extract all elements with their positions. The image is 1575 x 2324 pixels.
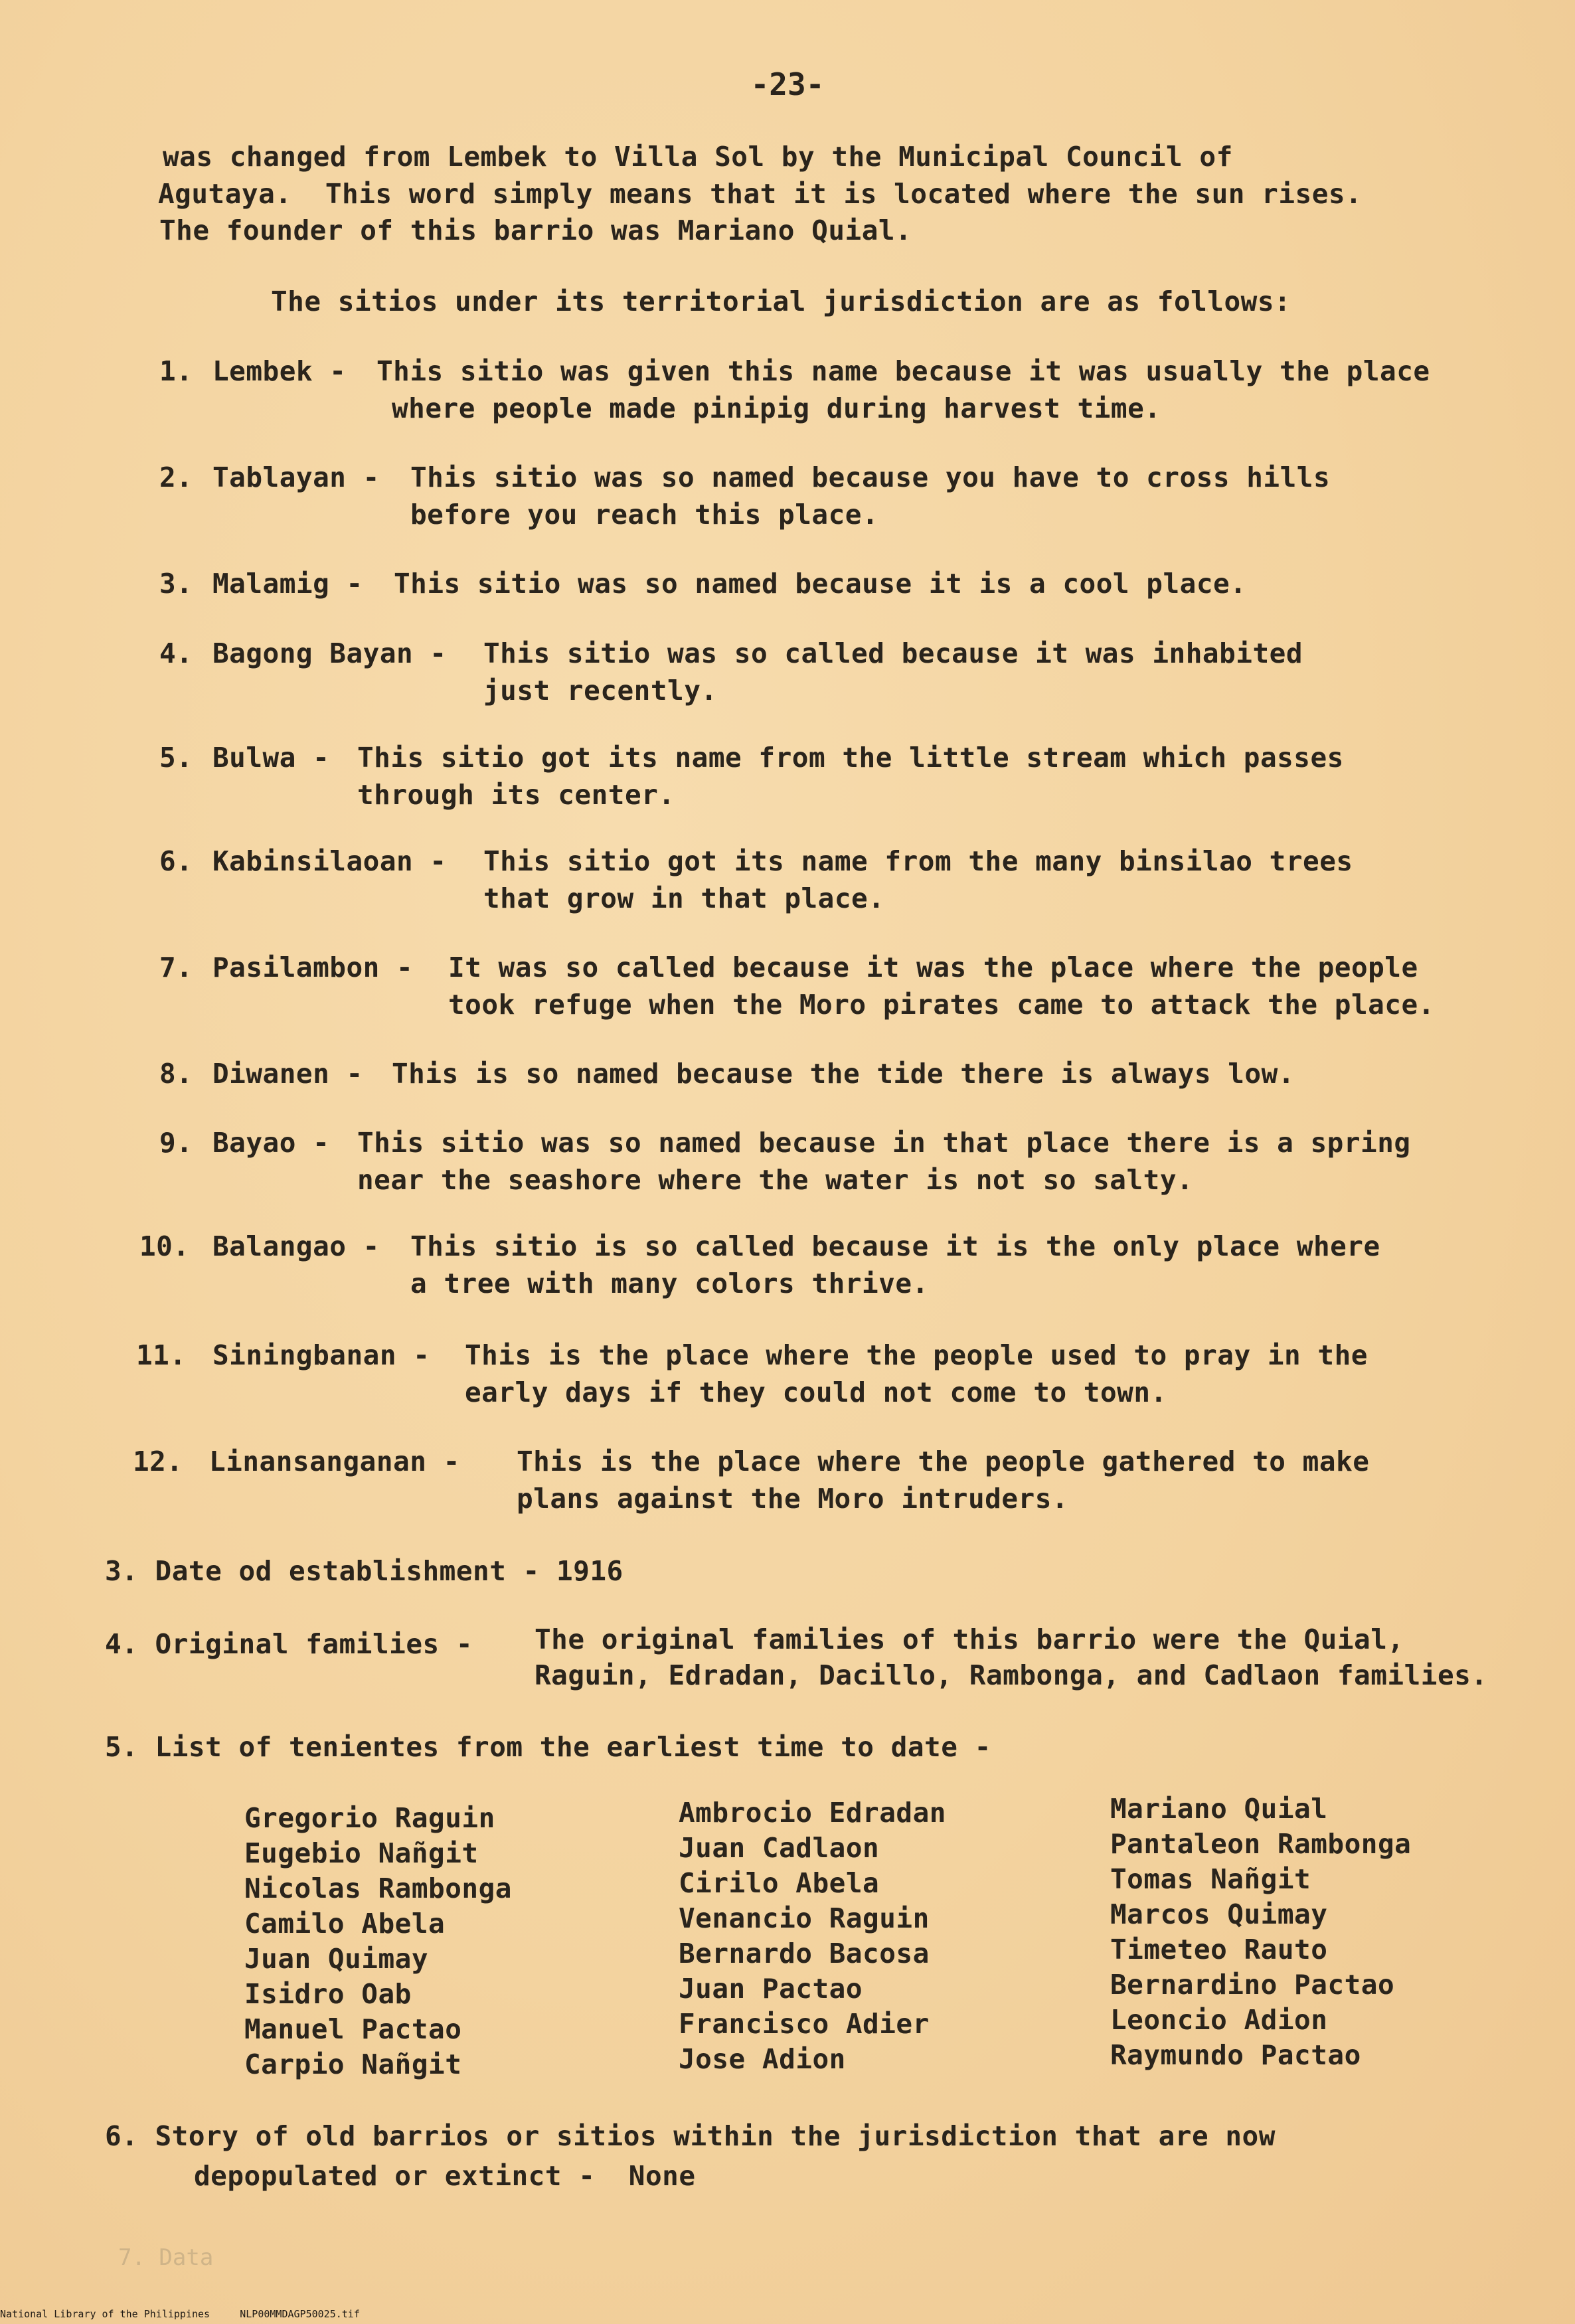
sitio-number: 10.: [139, 1230, 190, 1262]
teniente-name: Tomas Nañgit: [1110, 1863, 1311, 1895]
sitio-desc-line-2: through its center.: [357, 779, 675, 811]
sitio-name: Balangao -: [212, 1230, 380, 1262]
sitio-name: Diwanen -: [212, 1058, 363, 1090]
teniente-name: Juan Pactao: [679, 1973, 863, 2005]
teniente-name: Timeteo Rauto: [1110, 1934, 1328, 1965]
sitio-number: 11.: [136, 1339, 187, 1371]
teniente-name: Bernardo Bacosa: [679, 1938, 930, 1969]
sitio-number: 5.: [159, 742, 193, 774]
sitio-desc-line-2: where people made pinipig during harvest time.: [392, 392, 1161, 424]
sitio-number: 2.: [159, 461, 193, 493]
teniente-name: Leoncio Adion: [1110, 2004, 1328, 2036]
teniente-name: Carpio Nañgit: [244, 2048, 462, 2080]
sitio-desc-line-2: a tree with many colors thrive.: [410, 1268, 929, 1299]
section-3-date: 3. Date od establishment - 1916: [105, 1555, 623, 1587]
archive-footer: National Library of the Philippines NLP00MMDAGP50025.tif: [0, 2308, 360, 2320]
teniente-name: Juan Cadlaon: [679, 1832, 880, 1864]
sitio-desc-line-1: This sitio was given this name because it was usually the place: [376, 355, 1430, 387]
sitio-desc-line-2: near the seashore where the water is not so salty.: [357, 1164, 1194, 1196]
tenientes-column-1: [244, 1801, 512, 2082]
sitio-name: Bayao -: [212, 1127, 330, 1159]
teniente-name: Bernardino Pactao: [1110, 1969, 1395, 2001]
section-6-line-1: 6. Story of old barrios or sitios within the jurisdiction that are now: [105, 2120, 1276, 2152]
sitio-name: Siningbanan -: [212, 1339, 430, 1371]
sitio-name: Pasilambon -: [212, 952, 414, 983]
sitio-number: 4.: [159, 637, 193, 669]
sitio-desc-line-2: plans against the Moro intruders.: [517, 1483, 1069, 1515]
sitio-desc-line-2: just recently.: [483, 675, 718, 706]
teniente-name: Jose Adion: [679, 2043, 846, 2075]
teniente-name: Venancio Raguin: [679, 1902, 930, 1934]
sitio-desc-line-2: took refuge when the Moro pirates came to attack the place.: [448, 989, 1435, 1021]
sitio-desc-line-1: This sitio is so called because it is the only place where: [410, 1230, 1380, 1262]
sitio-desc-line-1: It was so called because it was the place where the people: [448, 952, 1418, 983]
sitio-desc-line-2: that grow in that place.: [483, 882, 885, 914]
teniente-name: Gregorio Raguin: [244, 1802, 495, 1834]
teniente-name: Eugebio Nañgit: [244, 1837, 479, 1869]
sitio-number: 8.: [159, 1058, 193, 1090]
sitio-number: 3.: [159, 568, 193, 600]
sitio-desc-line-1: This sitio was so named because in that place there is a spring: [357, 1127, 1411, 1159]
sitio-name: Lembek -: [212, 355, 347, 387]
tenientes-column-3: [1110, 1791, 1411, 2073]
teniente-name: Mariano Quial: [1110, 1793, 1328, 1825]
sitio-number: 12.: [133, 1446, 183, 1477]
teniente-name: Camilo Abela: [244, 1908, 446, 1940]
faded-section-7: 7. Data: [118, 2244, 214, 2271]
teniente-name: Nicolas Rambonga: [244, 1872, 512, 1904]
sitio-name: Bulwa -: [212, 742, 330, 774]
teniente-name: Juan Quimay: [244, 1943, 429, 1975]
sitio-number: 1.: [159, 355, 193, 387]
sitio-desc-line-1: This sitio got its name from the many binsilao trees: [483, 845, 1353, 877]
sitio-desc-line-1: This sitio got its name from the little stream which passes: [357, 742, 1344, 774]
intro-line-1: was changed from Lembek to Villa Sol by the Municipal Council of: [163, 141, 1233, 173]
section-4-line-1: The original families of this barrio were the Quial,: [535, 1623, 1404, 1655]
sitio-desc-line-1: This sitio was so named because you have to cross hills: [410, 461, 1331, 493]
sitio-desc-line-1: This is so named because the tide there is always low.: [392, 1058, 1295, 1090]
teniente-name: Cirilo Abela: [679, 1867, 880, 1899]
teniente-name: Manuel Pactao: [244, 2013, 462, 2045]
section-4-line-2: Raguin, Edradan, Dacillo, Rambonga, and Cadlaon families.: [535, 1659, 1488, 1691]
teniente-name: Raymundo Pactao: [1110, 2039, 1361, 2071]
sitio-name: Bagong Bayan -: [212, 637, 447, 669]
sitio-desc-line-1: This is the place where the people used to pray in the: [465, 1339, 1368, 1371]
sitio-desc-line-1: This is the place where the people gathered to make: [517, 1446, 1370, 1477]
sitio-name: Malamig -: [212, 568, 363, 600]
sitio-name: Linansanganan -: [209, 1446, 460, 1477]
teniente-name: Ambrocio Edradan: [679, 1797, 946, 1829]
sitio-desc-line-1: This sitio was so called because it was inhabited: [483, 637, 1303, 669]
teniente-name: Marcos Quimay: [1110, 1898, 1328, 1930]
sitios-intro: The sitios under its territorial jurisdiction are as follows:: [271, 286, 1291, 317]
teniente-name: Francisco Adier: [679, 2008, 930, 2040]
page-number: -23-: [750, 66, 825, 102]
teniente-name: Pantaleon Rambonga: [1110, 1828, 1412, 1860]
tenientes-column-2: [679, 1795, 946, 2077]
sitio-name: Kabinsilaoan -: [212, 845, 447, 877]
sitio-number: 7.: [159, 952, 193, 983]
sitio-desc-line-2: before you reach this place.: [410, 499, 879, 531]
section-4-label: 4. Original families -: [105, 1628, 473, 1660]
sitio-number: 9.: [159, 1127, 193, 1159]
sitio-number: 6.: [159, 845, 193, 877]
teniente-name: Isidro Oab: [244, 1978, 412, 2010]
sitio-desc-line-2: early days if they could not come to town.: [465, 1376, 1167, 1408]
intro-line-3: The founder of this barrio was Mariano Quial.: [159, 214, 912, 246]
intro-line-2: Agutaya. This word simply means that it is located where the sun rises.: [158, 178, 1363, 210]
sitio-name: Tablayan -: [212, 461, 380, 493]
section-6-line-2: depopulated or extinct - None: [194, 2160, 696, 2192]
section-5-heading: 5. List of tenientes from the earliest time to date -: [105, 1731, 991, 1763]
sitio-desc-line-1: This sitio was so named because it is a cool place.: [394, 568, 1247, 600]
